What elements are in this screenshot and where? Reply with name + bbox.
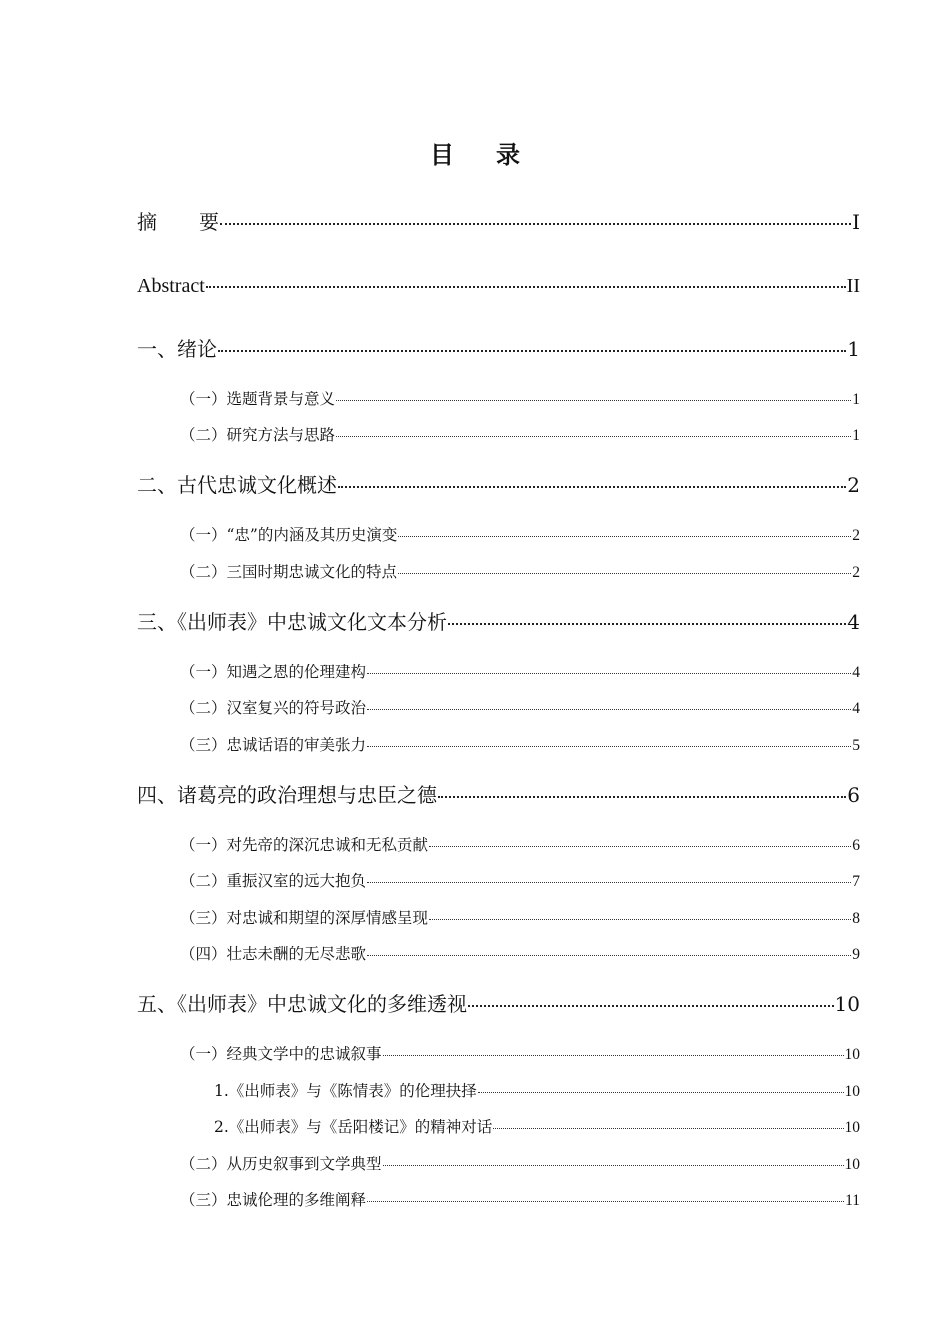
toc-entry-subsection-5-1-1[interactable] (214, 1080, 860, 1103)
dot-leader (478, 1092, 844, 1093)
dot-leader (336, 400, 851, 401)
dot-leader (398, 573, 851, 574)
toc-entry-label: （一）知遇之恩的伦理建构 (180, 663, 367, 681)
toc-entry-page: 4 (852, 664, 860, 681)
toc-entry-page: 2 (852, 527, 860, 544)
dot-leader (338, 486, 846, 488)
toc-entry-section-4-4[interactable] (180, 943, 860, 966)
toc-entry-page: 10 (844, 1156, 860, 1173)
toc-entry-label: （一）选题背景与意义 (180, 390, 336, 408)
dot-leader (206, 286, 846, 288)
toc-entry-section-5-1[interactable] (180, 1043, 860, 1066)
toc-entry-page: 10 (834, 992, 860, 1016)
toc-entry-chapter-2[interactable] (137, 471, 860, 499)
toc-entry-label: （一）经典文学中的忠诚叙事 (180, 1045, 382, 1063)
toc-entry-page: 11 (845, 1192, 860, 1209)
toc-entry-section-1-2[interactable] (180, 424, 860, 447)
dot-leader (367, 955, 851, 956)
toc-entry-label: 三、《出师表》中忠诚文化文本分析 (137, 610, 447, 634)
toc-entry-chapter-1[interactable] (137, 335, 860, 363)
toc-title-char-2: 录 (496, 141, 520, 169)
toc-entry-page: 2 (847, 473, 860, 497)
toc-entry-page: 1 (852, 427, 860, 444)
toc-entry-label (137, 208, 219, 236)
toc-entry-page: 9 (852, 946, 860, 963)
toc-entry-page: 10 (844, 1083, 860, 1100)
toc-entry-label: 2.《出师表》与《岳阳楼记》的精神对话 (214, 1118, 493, 1136)
dot-leader (367, 673, 851, 674)
toc-entry-label-part-1: 摘 (137, 210, 157, 234)
toc-entry-label: （三）忠诚伦理的多维阐释 (180, 1191, 367, 1209)
dot-leader (367, 882, 851, 883)
dot-leader (398, 536, 851, 537)
toc-entry-label: （二）研究方法与思路 (180, 426, 336, 444)
dot-leader (468, 1005, 834, 1007)
toc-entry-label: Abstract (137, 275, 205, 297)
toc-entry-label: （三）对忠诚和期望的深厚情感呈现 (180, 909, 429, 927)
dot-leader (336, 436, 851, 437)
dot-leader (220, 223, 851, 225)
toc-entry-section-3-1[interactable] (180, 661, 860, 684)
toc-entry-label: 二、古代忠诚文化概述 (137, 473, 337, 497)
toc-entry-page: 5 (852, 737, 860, 754)
toc-entry-chapter-5[interactable] (137, 990, 860, 1018)
toc-entry-subsection-5-1-2[interactable] (214, 1116, 860, 1139)
dot-leader (438, 796, 846, 798)
toc-entry-page: 1 (847, 337, 860, 361)
toc-entry-label: （一）对先帝的深沉忠诚和无私贡献 (180, 836, 429, 854)
toc-entry-section-2-2[interactable] (180, 561, 860, 584)
toc-entry-label: （二）汉室复兴的符号政治 (180, 699, 367, 717)
toc-entry-page: 8 (852, 910, 860, 927)
toc-entry-section-1-1[interactable] (180, 388, 860, 411)
toc-entry-page: 10 (844, 1046, 860, 1063)
toc-entry-abstract-en[interactable] (137, 272, 860, 300)
toc-entry-page: 10 (844, 1119, 860, 1136)
dot-leader (367, 709, 851, 710)
toc-entry-section-3-2[interactable] (180, 697, 860, 720)
toc-title-char-1: 目 (430, 141, 454, 169)
toc-entry-label: 五、《出师表》中忠诚文化的多维透视 (137, 992, 467, 1016)
toc-entry-label: （四）壮志未酬的无尽悲歌 (180, 945, 367, 963)
dot-leader (448, 623, 846, 625)
toc-entry-label: 一、绪论 (137, 337, 217, 361)
toc-entry-section-3-3[interactable] (180, 734, 860, 757)
toc-entry-page: 6 (852, 837, 860, 854)
dot-leader (493, 1128, 843, 1129)
dot-leader (367, 1201, 844, 1202)
dot-leader (383, 1165, 844, 1166)
toc-entry-section-4-1[interactable] (180, 834, 860, 857)
toc-entry-label: 四、诸葛亮的政治理想与忠臣之德 (137, 783, 437, 807)
toc-entry-section-4-3[interactable] (180, 907, 860, 930)
toc-entry-page: 4 (852, 700, 860, 717)
toc-entry-abstract-cn[interactable] (137, 208, 860, 236)
toc-entry-chapter-3[interactable] (137, 608, 860, 636)
toc-entry-page: 7 (852, 873, 860, 890)
toc-entry-section-4-2[interactable] (180, 870, 860, 893)
dot-leader (383, 1055, 844, 1056)
toc-entry-chapter-4[interactable] (137, 781, 860, 809)
toc-entry-page: 2 (852, 564, 860, 581)
toc-entry-label: 1.《出师表》与《陈情表》的伦理抉择 (214, 1082, 477, 1100)
toc-entry-label: （二）三国时期忠诚文化的特点 (180, 563, 398, 581)
toc-entry-label: （三）忠诚话语的审美张力 (180, 736, 367, 754)
toc-entry-page: 1 (852, 391, 860, 408)
toc-entry-page: 4 (847, 610, 860, 634)
toc-entry-page: I (852, 210, 860, 234)
toc-entry-page: II (846, 275, 860, 297)
dot-leader (218, 350, 846, 352)
toc-entry-section-5-2[interactable] (180, 1153, 860, 1176)
toc-entry-label: （二）重振汉室的远大抱负 (180, 872, 367, 890)
toc-entry-label-part-2: 要 (199, 210, 219, 234)
toc-entry-section-2-1[interactable] (180, 524, 860, 547)
dot-leader (429, 846, 851, 847)
toc-entry-label: （二）从历史叙事到文学典型 (180, 1155, 382, 1173)
toc-entry-section-5-3[interactable] (180, 1189, 860, 1212)
toc-entry-label: （一）“忠”的内涵及其历史演变 (180, 526, 398, 544)
dot-leader (367, 746, 851, 747)
dot-leader (429, 919, 851, 920)
toc-entry-page: 6 (847, 783, 860, 807)
